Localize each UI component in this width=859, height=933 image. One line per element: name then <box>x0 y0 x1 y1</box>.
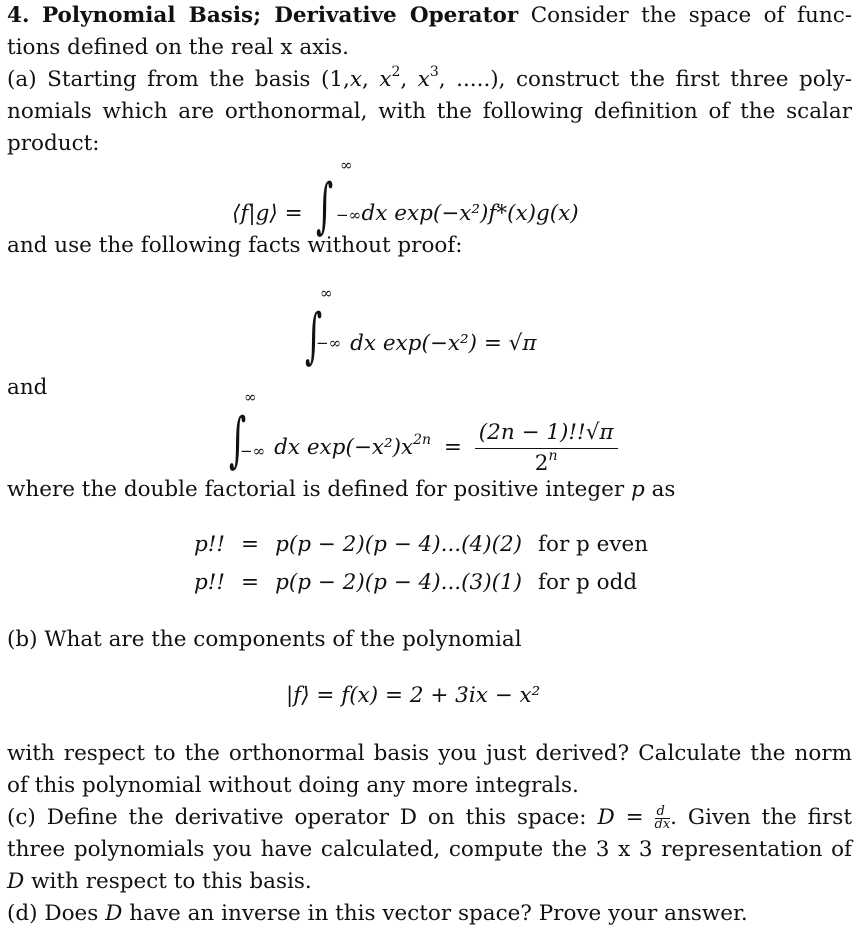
lower-limit: −∞ <box>240 442 266 460</box>
facts-intro: and use the following facts without proof: <box>7 233 463 258</box>
upper-limit: ∞ <box>340 156 353 174</box>
part-c-line3-D: D <box>7 869 25 894</box>
upper-limit: ∞ <box>320 284 333 302</box>
lower-limit: −∞ <box>316 334 342 352</box>
part-b-line3: of this polynomial without doing any more integrals. <box>7 773 579 798</box>
part-c-prefix: (c) Define the derivative operator D on this space: <box>7 805 587 830</box>
basis-x2: x <box>379 67 392 92</box>
part-d-prefix: (d) Does <box>7 901 99 926</box>
fact1-equation <box>298 284 537 371</box>
derivative-den: dx <box>654 816 671 832</box>
fact2-integrand: dx exp(−x²)x <box>274 435 414 460</box>
fact2-numerator: (2n − 1)!!√π <box>475 418 618 449</box>
upper-limit: ∞ <box>244 388 257 406</box>
part-c-suffix: . Given the first <box>670 805 852 830</box>
problem-intro-line2: tions defined on the real x axis. <box>7 35 350 60</box>
and-text: and <box>7 375 48 400</box>
part-c-D: D <box>597 805 615 830</box>
part-d-line1 <box>7 898 748 930</box>
part-c-line1 <box>7 802 852 834</box>
fact2-fraction <box>475 418 618 479</box>
double-factorial-text <box>7 474 675 506</box>
pfact-eq: = <box>241 570 260 595</box>
part-a-line1: (a) Starting from the basis (1,x, $x^2$, $x^3$, .....), construct the first three poly- <box>7 64 852 92</box>
pfact-odd-row <box>186 564 656 602</box>
pfact-odd-rhs: p(p − 2)(p − 4)...(3)(1) <box>275 570 523 595</box>
problem-number: 4. <box>7 3 30 28</box>
basis-dots: .....) <box>456 67 499 92</box>
part-b-line2: with respect to the orthonormal basis you just derived? Calculate the norm <box>7 741 852 766</box>
integral-sign: ∫ <box>229 405 247 475</box>
part-a-prefix: (a) Starting from the basis (1, <box>7 67 350 92</box>
part-b-line1: (b) What are the components of the polynomial <box>7 627 522 652</box>
derivative-num: d <box>655 806 671 819</box>
pfact-odd-cond: for p odd <box>538 570 638 595</box>
part-a-line3: product: <box>7 131 100 156</box>
scalar-product-lhs: ⟨f|g⟩ = <box>232 201 303 226</box>
pfact-even-cond: for p even <box>538 532 649 557</box>
basis-x: x <box>349 67 362 92</box>
part-d-suffix: have an inverse in this vector space? Prove your answer. <box>129 901 748 926</box>
derivative-fraction <box>654 803 671 832</box>
problem-title: Polynomial Basis; Derivative Operator <box>41 3 519 28</box>
pfact-lhs: p!! <box>194 532 226 557</box>
part-c-line2: three polynomials you have calculated, compute the 3 x 3 representation of <box>7 837 852 862</box>
fact2-equation: ∫ ∞ −∞ dx $\exp(-x^2)x^{2n}$ = $\frac{(2n - 1)!!√\pi}{2^n}$ <box>222 404 618 479</box>
fact2-den-base: 2 <box>534 450 549 476</box>
double-factorial-as: as <box>651 477 676 502</box>
fact2-power: 2n <box>413 432 432 448</box>
pfact-eq: = <box>241 532 260 557</box>
integral-sign: ∫ <box>305 301 323 371</box>
integral-sign: ∫ <box>316 171 334 241</box>
basis-x3: x <box>417 67 430 92</box>
pfact-even-rhs: p(p − 2)(p − 4)...(4)(2) <box>275 532 523 557</box>
part-c-line3 <box>7 866 312 898</box>
double-factorial-desc: where the double factorial is defined for positive integer <box>7 477 625 502</box>
part-a-suffix: , construct the first three poly- <box>498 67 852 92</box>
pfact-even-row <box>186 526 656 564</box>
double-factorial-definitions <box>186 526 656 602</box>
part-b-polynomial: |f⟩ = f(x) = 2 + 3ix − x² <box>286 683 541 708</box>
lower-limit: −∞ <box>336 206 362 224</box>
scalar-product-rhs: dx exp(−x²)f*(x)g(x) <box>361 201 579 226</box>
problem-intro: Consider the space of func- <box>530 3 853 28</box>
double-factorial-var: p <box>630 477 645 502</box>
part-c-line3-rest: with respect to this basis. <box>31 869 312 894</box>
part-d-D: D <box>105 901 123 926</box>
part-a-line2: nomials which are orthonormal, with the following definition of the scalar <box>7 99 852 124</box>
fact2-den-power: n <box>548 447 558 464</box>
problem-header-line <box>7 0 852 32</box>
scalar-product-equation <box>232 156 579 241</box>
pfact-lhs: p!! <box>194 570 226 595</box>
fact1-rhs: dx exp(−x²) = √π <box>350 331 537 356</box>
part-c-eq: = <box>625 805 644 830</box>
